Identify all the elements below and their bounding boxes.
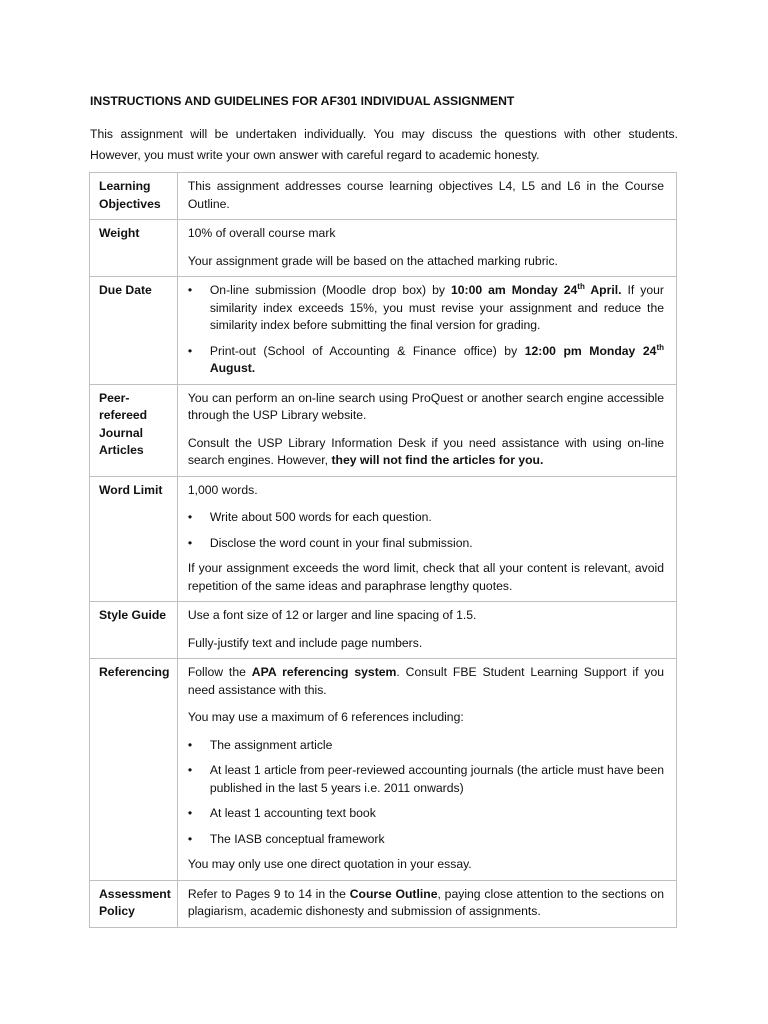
bullet: • xyxy=(187,806,193,820)
row-label-referencing: Referencing xyxy=(90,659,178,881)
bullet: • xyxy=(187,831,193,846)
page-title: INSTRUCTIONS AND GUIDELINES FOR AF301 INDIVIDUAL ASSIGNMENT xyxy=(90,94,515,108)
weight-grade-text: Your assignment grade will be based on the attached marking rubric. xyxy=(187,253,558,268)
guidelines-table xyxy=(89,172,677,928)
row-content-referencing xyxy=(177,659,676,881)
bullet: • xyxy=(187,283,193,297)
intro-paragraph: This assignment will be undertaken individually. You may discuss the questions with other students. However, you must write your own answer with careful regard to academic honesty. xyxy=(90,127,678,162)
row-label-journal-articles: Peer-refereed Journal Articles xyxy=(90,384,178,476)
row-content-objectives xyxy=(177,173,676,220)
row-content-assessment-policy xyxy=(177,880,676,927)
row-content-weight xyxy=(177,220,676,277)
weight-text: 10% of overall course mark xyxy=(187,226,336,240)
row-label-due-date: Due Date xyxy=(90,277,178,385)
row-label-weight: Weight xyxy=(90,220,178,277)
row-label-objectives: Learning Objectives xyxy=(90,173,178,220)
list-item: • Disclose the word count in your final submission. xyxy=(188,535,664,553)
list-item: • Print-out (School of Accounting & Finance office) by 12:00 pm Monday 24th August. xyxy=(187,342,665,375)
table-row xyxy=(90,659,677,881)
list-item: • The IASB conceptual framework xyxy=(188,831,664,849)
list-item: • At least 1 article from peer-reviewed accounting journals (the article must have been published in the last 5 years i.e. 2011 onwards) xyxy=(187,763,664,795)
table-row xyxy=(90,602,677,659)
table-row xyxy=(90,173,677,220)
word-limit-text: 1,000 words. xyxy=(187,482,258,497)
bullet: • xyxy=(187,763,193,777)
list-item: • On-line submission (Moodle drop box) by 10:00 am Monday 24th April. If your similarity index exceeds 15%, you must revise your assignment and reduce the similarity index before submitting the final version for grading. xyxy=(187,281,664,332)
style-font-text: Use a font size of 12 or larger and line spacing of 1.5. xyxy=(187,608,477,622)
style-justify-text: Fully-justify text and include page numbers. xyxy=(187,635,423,650)
referencing-list xyxy=(188,737,664,849)
list-item: • At least 1 accounting text book xyxy=(188,805,664,823)
row-content-word-limit xyxy=(177,476,676,602)
table-row xyxy=(90,384,677,476)
table-row xyxy=(90,476,677,602)
row-label-word-limit: Word Limit xyxy=(90,476,178,602)
row-label-assessment-policy: Assessment Policy xyxy=(90,880,178,927)
row-content-due-date xyxy=(177,277,676,385)
journal-desk-text: Consult the USP Library Information Desk if you need assistance with using on-line search engines. However, they will not find the articles for you. xyxy=(187,435,664,467)
objectives-text: This assignment addresses course learning objectives L4, L5 and L6 in the Course Outline. xyxy=(187,179,664,211)
table-row xyxy=(90,277,677,385)
word-limit-list xyxy=(188,509,664,552)
list-item: • The assignment article xyxy=(188,737,664,755)
row-content-journal-articles xyxy=(177,384,676,476)
row-content-style-guide xyxy=(177,602,676,659)
word-limit-exceed-text: If your assignment exceeds the word limit, check that all your content is relevant, avoid repetition of the same ideas and paraphrase lengthy quotes. xyxy=(187,561,664,593)
table-row xyxy=(90,880,677,927)
referencing-quotation-text: You may only use one direct quotation in your essay. xyxy=(187,857,472,871)
bullet: • xyxy=(187,737,193,752)
journal-search-text: You can perform an on-line search using ProQuest or another search engine accessible through the USP Library website. xyxy=(187,390,664,422)
table-row xyxy=(90,220,677,277)
policy-text: Refer to Pages 9 to 14 in the Course Outline, paying close attention to the sections on plagiarism, academic dishonesty and submission of assignments. xyxy=(187,886,664,918)
bullet: • xyxy=(187,535,193,550)
bullet: • xyxy=(187,510,193,524)
due-date-list xyxy=(188,282,664,378)
referencing-max-text: You may use a maximum of 6 references including: xyxy=(187,710,464,724)
bullet: • xyxy=(187,343,193,358)
referencing-apa-text: Follow the APA referencing system. Consult FBE Student Learning Support if you need assistance with this. xyxy=(187,665,665,697)
row-label-style-guide: Style Guide xyxy=(90,602,178,659)
list-item: • Write about 500 words for each question. xyxy=(188,509,664,527)
